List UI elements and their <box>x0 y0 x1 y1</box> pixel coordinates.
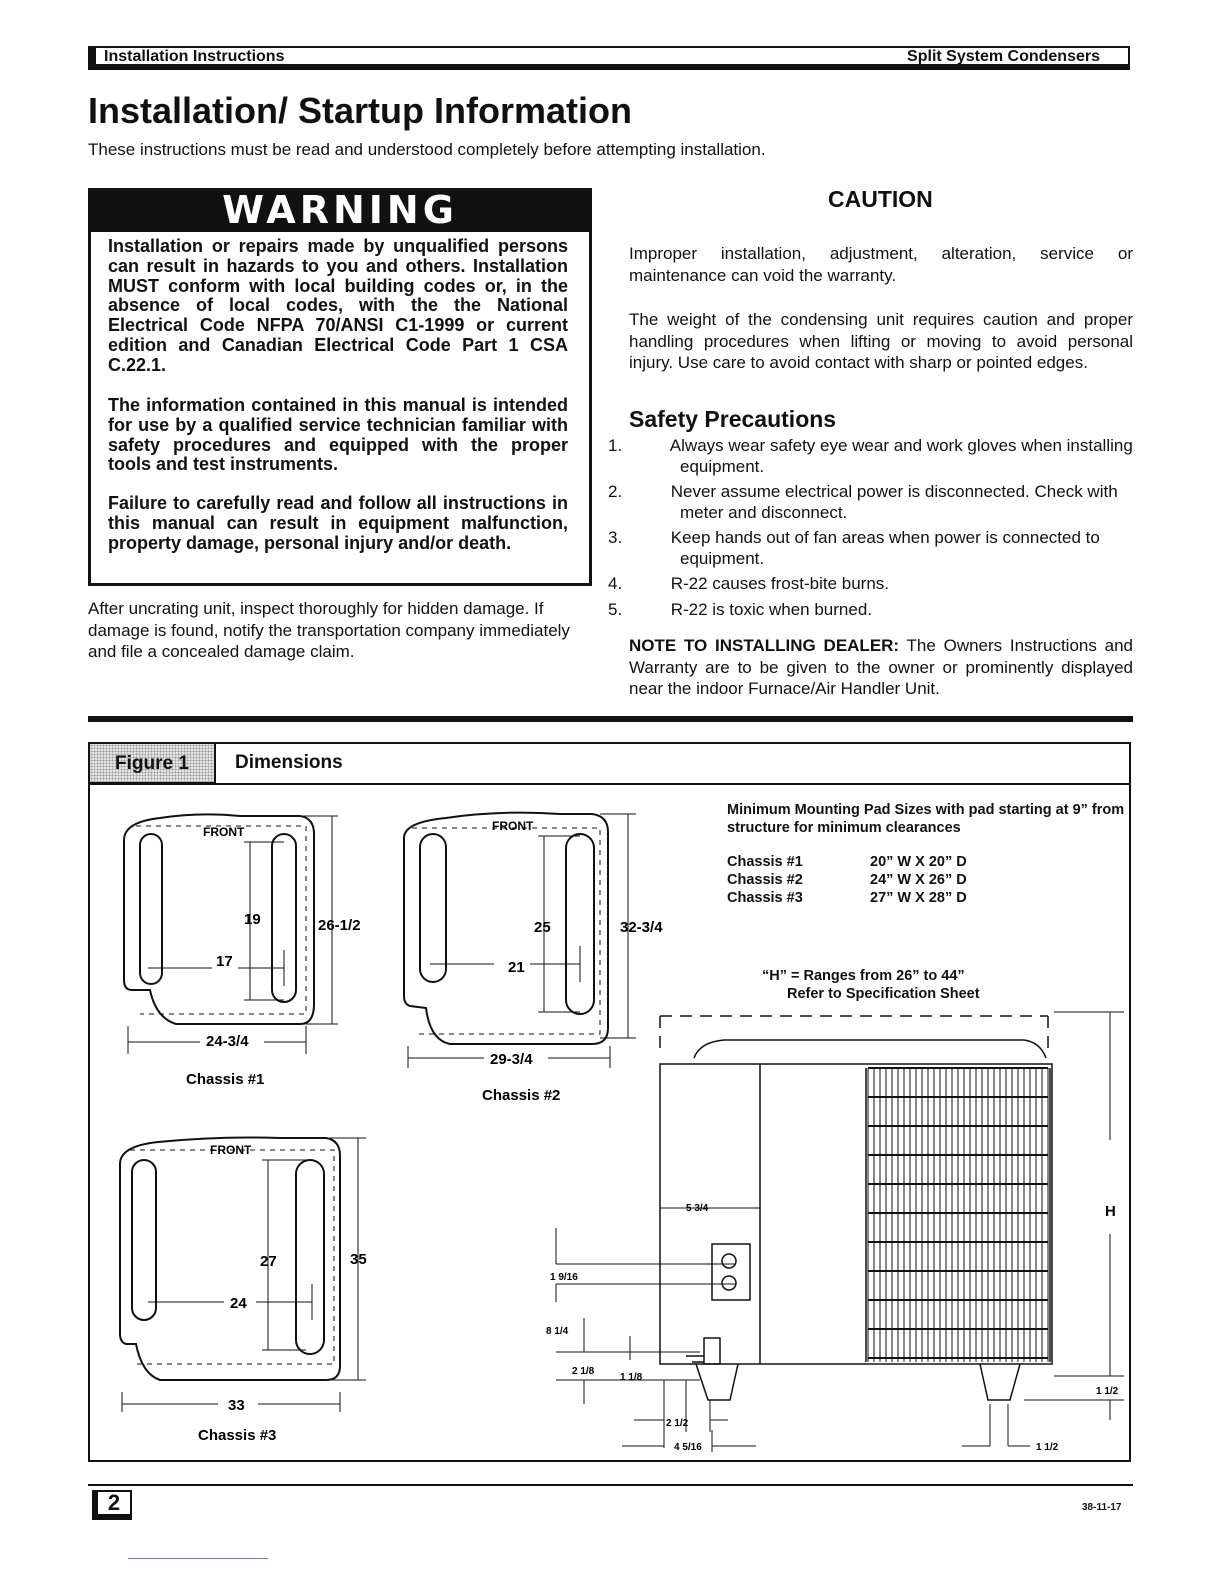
c2-label: Chassis #2 <box>482 1087 561 1104</box>
list-item: 4. R-22 causes frost-bite burns. <box>608 574 889 593</box>
pad-row-1-chassis: Chassis #1 <box>727 854 803 870</box>
front-label-1: FRONT <box>203 825 245 839</box>
pad-row-2-size: 24” W X 26” D <box>870 872 967 888</box>
dim-2-1-8: 2 1/8 <box>572 1366 595 1377</box>
h-note-2: Refer to Specification Sheet <box>787 986 980 1002</box>
header-left: Installation Instructions <box>104 48 285 65</box>
c2-inner-h: 25 <box>534 919 551 936</box>
warning-title: WARNING <box>222 188 458 232</box>
c1-inner-w: 17 <box>216 953 233 970</box>
figure-tab: Figure 1 <box>88 742 216 784</box>
c1-label: Chassis #1 <box>186 1071 265 1088</box>
list-item: 1. Always wear safety eye wear and work gloves when installing equipment. <box>608 436 1133 476</box>
pad-note: Minimum Mounting Pad Sizes with pad starting at 9” from structure for minimum clearances <box>727 802 1125 836</box>
header-right: Split System Condensers <box>907 48 1100 65</box>
dim-5-3-4: 5 3/4 <box>686 1203 709 1214</box>
footer-rule <box>88 1484 1133 1486</box>
c2-width: 29-3/4 <box>490 1051 533 1068</box>
list-item: 3. Keep hands out of fan areas when power is connected to equipment. <box>608 528 1100 568</box>
front-label-2: FRONT <box>492 819 534 833</box>
page-title: Installation/ Startup Information <box>88 90 633 131</box>
h-label: H <box>1105 1203 1116 1220</box>
dealer-note-label: NOTE TO INSTALLING DEALER: <box>629 636 900 655</box>
dim-1-1-2-right: 1 1/2 <box>1096 1386 1119 1397</box>
c3-inner-h: 27 <box>260 1253 277 1270</box>
caution-paragraph-2: The weight of the condensing unit requires caution and proper handling procedures when lifting or moving to avoid personal injury. Use care to avoid contact with sharp or pointed edges. <box>629 310 1133 372</box>
c3-inner-w: 24 <box>230 1295 247 1312</box>
warning-paragraph-1: Installation or repairs made by unqualified persons can result in hazards to you and others. Installation MUST conform with local building codes or, in the absence of local codes, with the the National Electrical Code NFPA 70/ANSI C1-1999 or current edition and Canadian Electrical Code Part 1 CSA C.22.1. <box>108 236 568 375</box>
list-item: 5. R-22 is toxic when burned. <box>608 599 873 619</box>
warning-paragraph-2: The information contained in this manual is intended for use by a qualified service technician familiar with safety procedures and equipped with the proper tools and test instruments. <box>108 395 568 475</box>
c1-width: 24-3/4 <box>206 1033 249 1050</box>
c2-depth: 32-3/4 <box>620 919 663 936</box>
h-note: “H” = Ranges from 26” to 44” <box>762 968 965 984</box>
c3-depth: 35 <box>350 1251 367 1268</box>
list-item: 2. Never assume electrical power is disconnected. Check with meter and disconnect. <box>608 482 1118 522</box>
pad-row-3-chassis: Chassis #3 <box>727 890 803 906</box>
c2-inner-w: 21 <box>508 959 525 976</box>
pad-row-1-size: 20” W X 20” D <box>870 854 967 870</box>
pad-row-3-size: 27” W X 28” D <box>870 890 967 906</box>
c3-label: Chassis #3 <box>198 1427 277 1444</box>
safety-title: Safety Precautions <box>629 406 837 432</box>
dim-8-1-4: 8 1/4 <box>546 1326 569 1337</box>
dim-4-5-16: 4 5/16 <box>674 1442 702 1453</box>
page-number: 2 <box>92 1490 132 1520</box>
uncrating-text: After uncrating unit, inspect thoroughly for hidden damage. If damage is found, notify the transportation company immediately and file a concealed damage claim. <box>88 599 570 661</box>
document-number: 38-11-17 <box>1082 1502 1122 1513</box>
pad-row-2-chassis: Chassis #2 <box>727 872 803 888</box>
dim-1-1-2-bottom: 1 1/2 <box>1036 1442 1059 1453</box>
caution-paragraph-1: Improper installation, adjustment, alteration, service or maintenance can void the warranty. <box>629 244 1133 285</box>
dim-2-1-2: 2 1/2 <box>666 1418 689 1429</box>
underline-artifact <box>128 1558 268 1559</box>
dealer-note-text: The Owners Instructions and Warranty are to be given to the owner or prominently displayed near the indoor Furnace/Air Handler Unit. <box>629 636 1133 698</box>
warning-paragraph-3: Failure to carefully read and follow all instructions in this manual can result in equipment malfunction, property damage, personal injury and/or death. <box>108 493 568 553</box>
figure-caption: Dimensions <box>235 752 343 773</box>
c1-inner-h: 19 <box>244 911 261 928</box>
c3-width: 33 <box>228 1397 245 1414</box>
dim-1-9-16: 1 9/16 <box>550 1272 578 1283</box>
front-label-3: FRONT <box>210 1143 252 1157</box>
c1-depth: 26-1/2 <box>318 917 361 934</box>
intro-text: These instructions must be read and understood completely before attempting installation. <box>88 140 766 159</box>
caution-title: CAUTION <box>828 186 933 212</box>
dim-1-1-8: 1 1/8 <box>620 1372 643 1383</box>
